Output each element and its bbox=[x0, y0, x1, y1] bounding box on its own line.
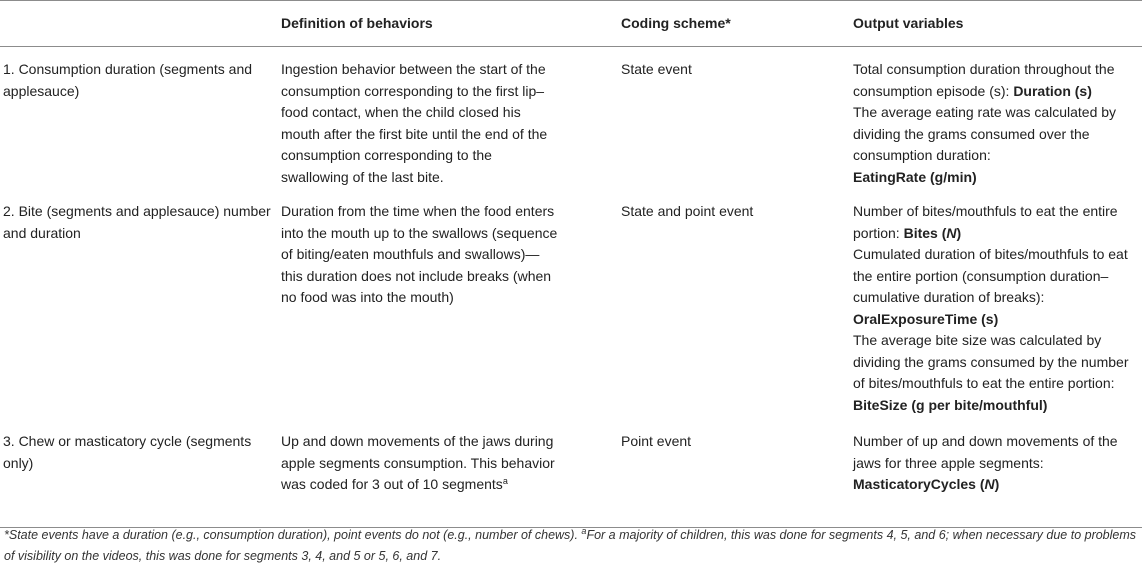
output-variable: MasticatoryCycles (N) bbox=[853, 476, 1000, 492]
output-text: Total consumption duration throughout the consumption episode (s): bbox=[853, 61, 1115, 99]
behavior-cell: 1. Consumption duration (segments and applesauce) bbox=[3, 61, 253, 99]
table-header-row bbox=[0, 1, 1142, 47]
output-cell bbox=[853, 427, 1142, 528]
header-output-variables: Output variables bbox=[853, 1, 1142, 47]
footnote-marker: a bbox=[502, 476, 508, 486]
definition-cell: Up and down movements of the jaws during apple segments consumption. This behavior was coded for 3 out of 10 segments$^a$ bbox=[281, 427, 621, 528]
output-cell bbox=[853, 47, 1142, 200]
output-variable: OralExposureTime (s) bbox=[853, 310, 999, 327]
output-variable: Duration (s) bbox=[1013, 82, 1092, 99]
footnote-marker: a bbox=[581, 526, 587, 536]
header-definition: Definition of behaviors bbox=[281, 1, 621, 47]
coding-cell: Point event bbox=[621, 427, 853, 528]
output-variable: BiteSize (g per bite/mouthful) bbox=[853, 396, 1048, 413]
output-text: Number of bites/mouthfuls to eat the entire portion: bbox=[853, 203, 1118, 241]
table-row bbox=[0, 199, 1142, 427]
output-text: The average bite size was calculated by dividing the grams consumed by the number of bites/mouthfuls to eat the entire portion: bbox=[853, 332, 1129, 391]
table-footnote: *State events have a duration (e.g., consumption duration), point events do not (e.g., number of chews). $^a$For a majority of children, this was done for segments 4, 5, and 6; when necessary due to problems of visibility on the videos, this was done for segments 3, 4, and 5 or 5, 6, and 7. bbox=[4, 526, 1137, 563]
output-variable: Bites (N) bbox=[903, 224, 962, 241]
definition-cell: Duration from the time when the food enters into the mouth up to the swallows (sequence of biting/eaten mouthfuls and swallows)—this duration does not include breaks (when no food was into the mouth) bbox=[281, 203, 558, 305]
table-row bbox=[0, 427, 1142, 528]
behavior-cell: 3. Chew or masticatory cycle (segments only) bbox=[0, 427, 281, 528]
behavior-cell: 2. Bite (segments and applesauce) number and duration bbox=[3, 203, 271, 241]
header-behavior bbox=[0, 1, 281, 47]
definition-cell: Ingestion behavior between the start of the consumption corresponding to the first lip–food contact, when the child closed his mouth after the first bite until the end of the consumption corresponding to the swallowing of the last bite. bbox=[281, 61, 548, 185]
output-text: Cumulated duration of bites/mouthfuls to eat the entire portion (consumption duration–cumulative duration of breaks): bbox=[853, 246, 1128, 305]
coding-cell: State and point event bbox=[621, 203, 754, 219]
output-text: Number of up and down movements of the jaws for three apple segments: bbox=[853, 433, 1118, 471]
output-variable: EatingRate (g/min) bbox=[853, 168, 977, 185]
header-coding-scheme: Coding scheme* bbox=[621, 1, 853, 47]
output-text: The average eating rate was calculated by dividing the grams consumed over the consumption duration: bbox=[853, 104, 1117, 163]
coding-cell: State event bbox=[621, 61, 692, 77]
table-row bbox=[0, 47, 1142, 200]
output-cell bbox=[853, 199, 1142, 427]
